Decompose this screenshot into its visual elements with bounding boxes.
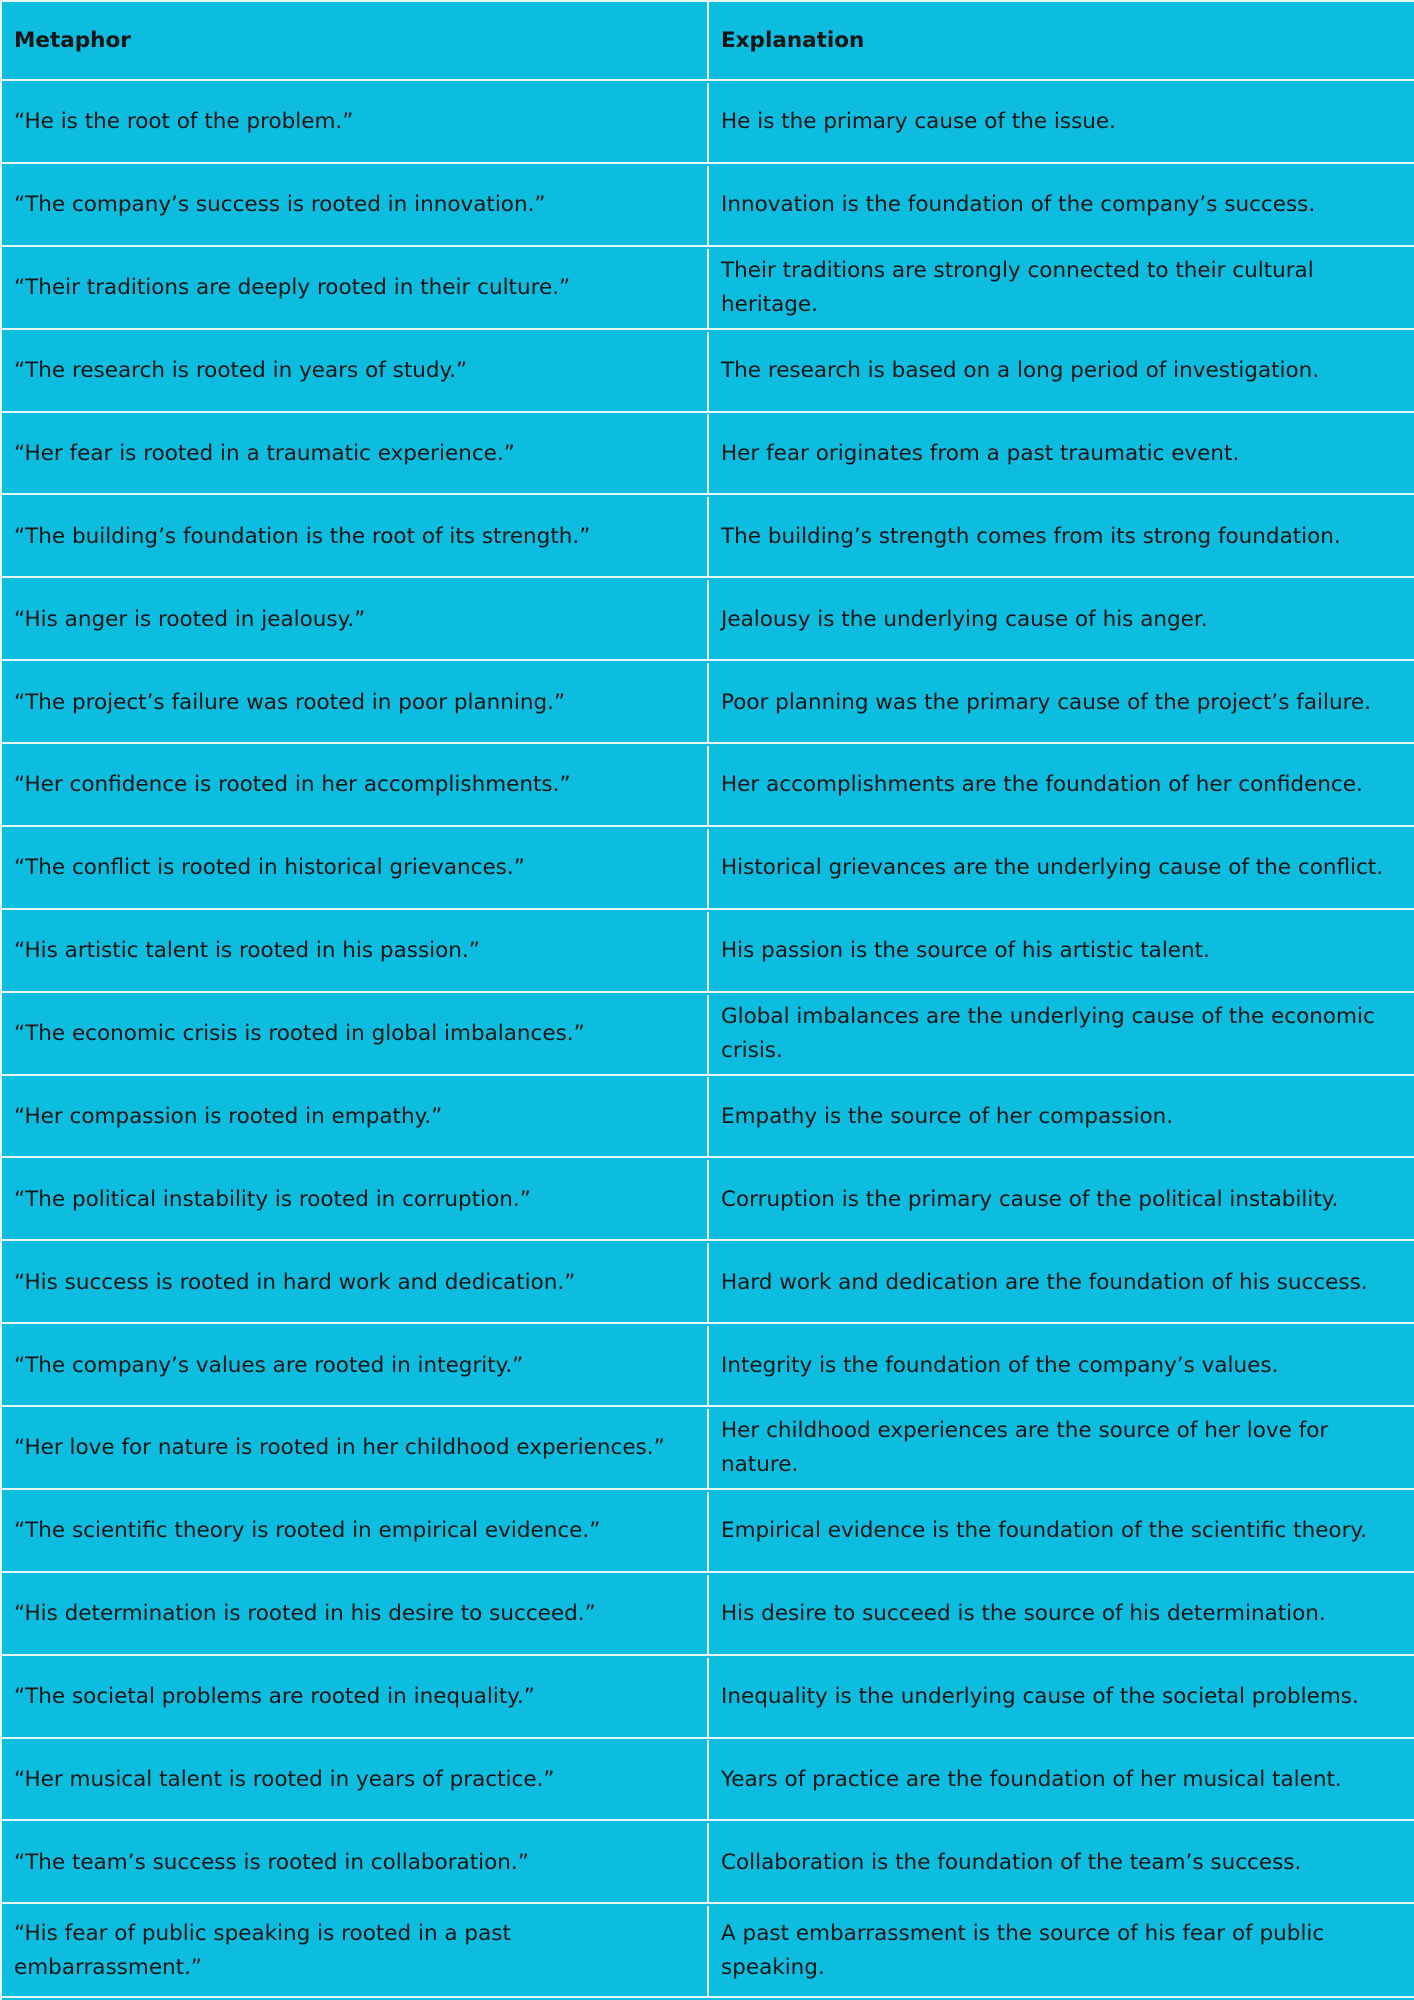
explanation-cell: His passion is the source of his artistic talent. <box>709 912 1414 993</box>
header-explanation: Explanation <box>709 2 1414 81</box>
metaphor-cell: “His anger is rooted in jealousy.” <box>2 580 709 661</box>
metaphor-cell: “His success is rooted in hard work and dedication.” <box>2 1243 709 1324</box>
metaphor-cell: “Her confidence is rooted in her accomplishments.” <box>2 746 709 827</box>
metaphor-cell: “Her love for nature is rooted in her childhood experiences.” <box>2 1409 709 1490</box>
explanation-cell: Global imbalances are the underlying cause of the economic crisis. <box>709 995 1414 1076</box>
explanation-cell: Integrity is the foundation of the company’s values. <box>709 1326 1414 1407</box>
explanation-cell: A past embarrassment is the source of his fear of public speaking. <box>709 1906 1414 1998</box>
metaphor-cell: “The project’s failure was rooted in poor planning.” <box>2 663 709 744</box>
explanation-cell: He is the primary cause of the issue. <box>709 83 1414 164</box>
explanation-cell: Her childhood experiences are the source of her love for nature. <box>709 1409 1414 1490</box>
explanation-cell: Her fear originates from a past traumatic event. <box>709 414 1414 495</box>
explanation-cell: Inequality is the underlying cause of the societal problems. <box>709 1658 1414 1739</box>
metaphor-cell: “The team’s success is rooted in collaboration.” <box>2 1823 709 1904</box>
metaphor-cell: “Her fear is rooted in a traumatic experience.” <box>2 414 709 495</box>
header-metaphor: Metaphor <box>2 2 709 81</box>
metaphor-cell: “The political instability is rooted in corruption.” <box>2 1160 709 1241</box>
explanation-cell: Innovation is the foundation of the company’s success. <box>709 166 1414 247</box>
metaphor-cell: “The company’s values are rooted in integrity.” <box>2 1326 709 1407</box>
explanation-cell: His desire to succeed is the source of his determination. <box>709 1575 1414 1656</box>
metaphor-cell: “His determination is rooted in his desire to succeed.” <box>2 1575 709 1656</box>
metaphor-cell: “The conflict is rooted in historical grievances.” <box>2 829 709 910</box>
explanation-cell: Corruption is the primary cause of the political instability. <box>709 1160 1414 1241</box>
explanation-cell: Their traditions are strongly connected to their cultural heritage. <box>709 249 1414 330</box>
metaphor-cell: “The economic crisis is rooted in global imbalances.” <box>2 995 709 1076</box>
metaphor-cell: “He is the root of the problem.” <box>2 83 709 164</box>
metaphor-cell: “The building’s foundation is the root of its strength.” <box>2 497 709 578</box>
metaphor-cell: “The research is rooted in years of study.” <box>2 332 709 413</box>
explanation-cell: The research is based on a long period of investigation. <box>709 332 1414 413</box>
metaphor-cell: “The company’s success is rooted in innovation.” <box>2 166 709 247</box>
explanation-cell: The building’s strength comes from its strong foundation. <box>709 497 1414 578</box>
explanation-cell: Years of practice are the foundation of her musical talent. <box>709 1740 1414 1821</box>
explanation-cell: Historical grievances are the underlying cause of the conflict. <box>709 829 1414 910</box>
explanation-cell: Poor planning was the primary cause of the project’s failure. <box>709 663 1414 744</box>
explanation-cell: Empirical evidence is the foundation of the scientific theory. <box>709 1492 1414 1573</box>
metaphor-cell: “His fear of public speaking is rooted in a past embarrassment.” <box>2 1906 709 1998</box>
metaphor-cell: “His artistic talent is rooted in his passion.” <box>2 912 709 993</box>
explanation-cell: Empathy is the source of her compassion. <box>709 1077 1414 1158</box>
metaphor-cell: “Her musical talent is rooted in years of practice.” <box>2 1740 709 1821</box>
explanation-cell: Collaboration is the foundation of the team’s success. <box>709 1823 1414 1904</box>
metaphor-cell: “The scientific theory is rooted in empirical evidence.” <box>2 1492 709 1573</box>
explanation-cell: Jealousy is the underlying cause of his anger. <box>709 580 1414 661</box>
metaphor-cell: “The societal problems are rooted in inequality.” <box>2 1658 709 1739</box>
explanation-cell: Hard work and dedication are the foundation of his success. <box>709 1243 1414 1324</box>
metaphor-cell: “Her compassion is rooted in empathy.” <box>2 1077 709 1158</box>
metaphor-cell: “Their traditions are deeply rooted in their culture.” <box>2 249 709 330</box>
explanation-cell: Her accomplishments are the foundation of her confidence. <box>709 746 1414 827</box>
